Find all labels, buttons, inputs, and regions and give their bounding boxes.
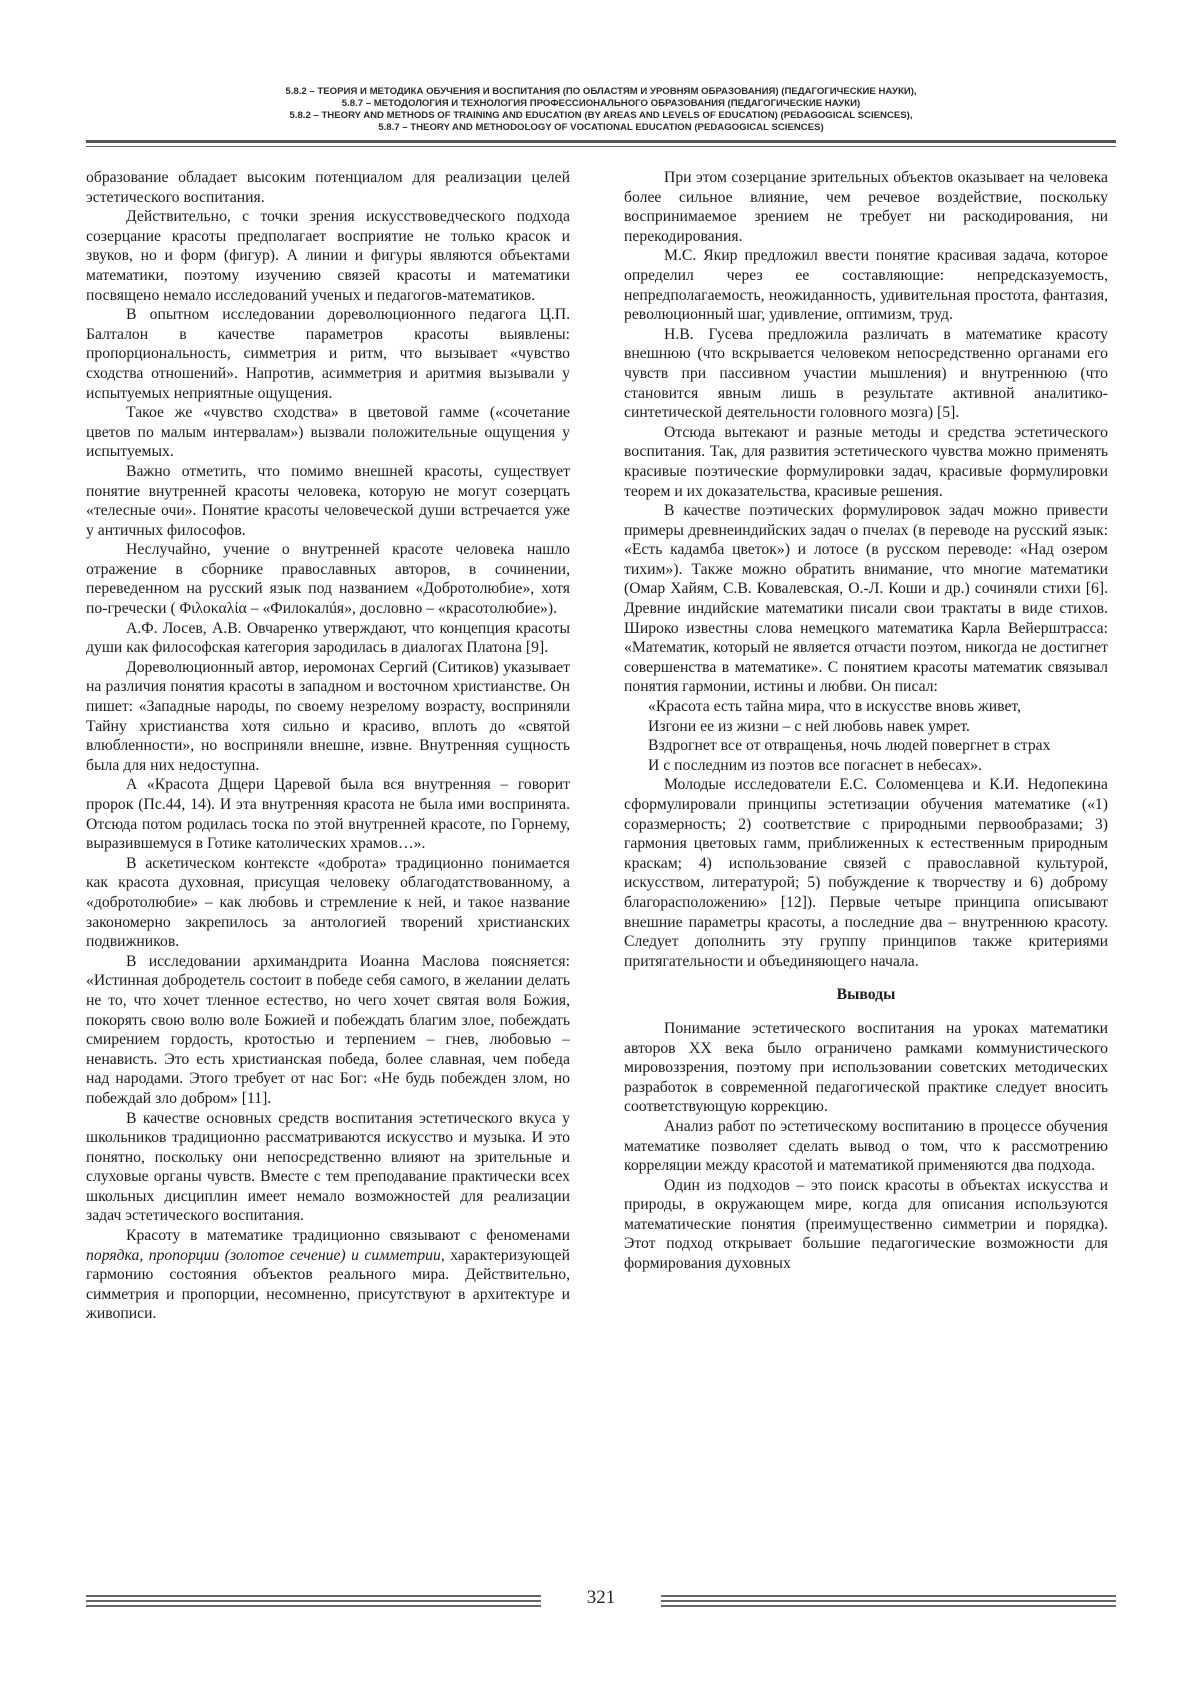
paragraph: В качестве основных средств воспитания эстетического вкуса у школьников традиционно рассматриваются искусство и музыка. И это понятно, поскольку они непосредственно влияют на зрительные и слуховые органы чувств. Вместе с тем преподавание практически всех школьных дисциплин имеет немало возможностей для реализации задач эстетического воспитания. — [86, 1109, 570, 1225]
header-line-4: 5.8.7 – THEORY AND METHODOLOGY OF VOCATIONAL EDUCATION (PEDAGOGICAL SCIENCES) — [378, 122, 824, 133]
paragraph: Отсюда вытекают и разные методы и средства эстетического воспитания. Так, для развития эстетического чувства можно применять красивые поэтические формулировки задач, красивые формулировки теорем и их доказательства, красивые решения. — [624, 423, 1108, 500]
running-header — [86, 86, 1116, 134]
paragraph: При этом созерцание зрительных объектов оказывает на человека более сильное влияние, чем речевое воздействие, поскольку воспринимаемое зрением не требует ни раскодирования, ни перекодирования. — [624, 169, 1108, 245]
verse-line: Изгони ее из жизни – с ней любовь навек умрет. — [648, 717, 970, 735]
page-footer — [86, 1587, 1116, 1617]
paragraph: Важно отметить, что помимо внешней красоты, существует понятие внутренней красоты человека, которую не могут созерцать «телесные очи». Понятие красоты человеческой души встречается уже у античных философов. — [86, 462, 570, 539]
paragraph — [86, 1226, 570, 1324]
right-column — [624, 168, 1108, 1274]
header-line-3: 5.8.2 – THEORY AND METHODS OF TRAINING AND EDUCATION (BY AREAS AND LEVELS OF EDUCATION) (PEDAGOGICAL SCIENCES), — [289, 110, 913, 121]
verse-line: «Красота есть тайна мира, что в искусстве вновь живет, — [648, 698, 1022, 716]
paragraph: образование обладает высоким потенциалом для реализации целей эстетического воспитания. — [86, 169, 570, 206]
header-rule-thin — [86, 146, 1116, 147]
paragraph: Один из подходов – это поиск красоты в объектах искусства и природы, в окружающем мире, когда для описания используются математические понятия (преимущественно симметрии и порядка). Этот подход открывает большие педагогические возможности для формирования духовных — [624, 1176, 1108, 1273]
paragraph: М.С. Якир предложил ввести понятие красивая задача, которое определил через ее составляющие: непредсказуемость, непредполагаемость, неожиданность, удивительная простота, фантазия, революционный шаг, удивление, оптимизм, труд. — [624, 247, 1108, 324]
header-line-2: 5.8.7 – МЕТОДОЛОГИЯ И ТЕХНОЛОГИЯ ПРОФЕССИОНАЛЬНОГО ОБРАЗОВАНИЯ (ПЕДАГОГИЧЕСКИЕ НАУКИ) — [341, 98, 861, 109]
paragraph: Понимание эстетического воспитания на уроках математики авторов XX века было ограничено рамками коммунистического мировоззрения, поэтому при использовании советских методических разработок в современной педагогической практике следует вносить соответствующую коррекцию. — [624, 1019, 1108, 1116]
paragraph: В качестве поэтических формулировок задач можно привести примеры древнеиндийских задач о пчелах (в переводе на русский язык: «Есть кадамба цветок») и лотосе (в русском переводе: «Над озером тихим»). Также можно обратить внимание, что многие математики (Омар Хайям, С.В. Ковалевская, О.-Л. Коши и др.) сочиняли стихи [6]. Древние индийские математики писали свои трактаты в виде стихов. Широко известны слова немецкого математика Карла Вейерштрасса: «Математик, который не является отчасти поэтом, никогда не достигнет совершенства в математике». С понятием красоты математик связывал понятия гармонии, истины и любви. Он писал: — [624, 502, 1108, 696]
paragraph: Неслучайно, учение о внутренней красоте человека нашло отражение в сборнике православных авторов, в сочинении, переведенном на русский язык под названием «Добротолюбие», хотя по-гречески ( Φιλοκαλία – «Филокалúя», дословно – «красотолюбие»). — [86, 541, 570, 618]
header-rule-thick — [86, 140, 1116, 143]
paragraph: Дореволюционный автор, иеромонах Сергий (Ситиков) указывает на различия понятия красоты в западном и восточном христианстве. Он пишет: «Западные народы, по своему незрелому возрасту, восприняли Тайну христианства хотя сильно и красиво, вплоть до «святой влюбленности», но восприняли внешне, извне. Внутренняя сущность была для них недоступна. — [86, 658, 570, 774]
paragraph: Такое же «чувство сходства» в цветовой гамме («сочетание цветов по малым интервалам») вызвали положительные ощущения у испытуемых. — [86, 404, 570, 461]
text-run: , характеризующей гармонию состояния объектов реального мира. Действительно, симметрия и пропорции, несомненно, присутствуют в архитектуре и живописи. — [86, 1246, 570, 1323]
paragraph: В исследовании архимандрита Иоанна Маслова поясняется: «Истинная добродетель состоит в победе себя самого, в желании делать не то, что хочет тленное естество, но чего хочет святая воля Божия, покорять свою волю воле Божией и побеждать благим злое, побеждать смирением гордость, кротостью и терпением – гнев, любовью – ненависть. Это есть христианская победа, более славная, чем победа над народами. Этого требует от нас Бог: «Не будь побежден злом, но побеждай зло добром» [11]. — [86, 952, 570, 1107]
left-column — [86, 168, 570, 1324]
paragraph: А.Ф. Лосев, А.В. Овчаренко утверждают, что концепция красоты души как философская категория зародилась в диалогах Платона [9]. — [86, 619, 570, 657]
text-run: Красоту в математике традиционно связывают с феноменами — [126, 1227, 570, 1245]
paragraph: Молодые исследователи Е.С. Соломенцева и К.И. Недопекина сформулировали принципы эстетизации обучения математике («1) соразмерность; 2) соответствие с природными первообразами; 3) гармония цветовых гамм, приближенных к естественным природным краскам; 4) использование связей с православной культурой, искусством, литературой; 5) побуждение к творчеству и 6) доброму благорасположению» [12]). Первые четыре принципа описывают внешние параметры красоты, а последние два – внутреннюю красоту. Следует дополнить эту группу принципов также критериями притягательности и объединяющего начала. — [624, 776, 1108, 970]
paragraph: А «Красота Дщери Царевой была вся внутренняя – говорит пророк (Пс.44, 14). И эта внутренняя красота не была ими воспринята. Отсюда потом родилась тоска по этой внутренней красоте, по Горнему, выразившемуся в Готике католических храмов…». — [86, 776, 570, 853]
paragraph: В аскетическом контексте «доброта» традиционно понимается как красота духовная, присущая человеку облагодатствованному, а «добротолюбие» – как любовь и стремление к ней, и такое название закономерно закрепилось за антологией творений христианских подвижников. — [86, 854, 570, 951]
paragraph: В опытном исследовании дореволюционного педагога Ц.П. Балталон в качестве параметров красоты выявлены: пропорциональность, симметрия и ритм, что вызывает «чувство сходства отношений». Напротив, асимметрия и аритмия вызывали у испытуемых неприятные ощущения. — [86, 306, 570, 402]
verse-line: И с последним из поэтов все погаснет в небесах». — [648, 756, 983, 774]
paragraph: Анализ работ по эстетическому воспитанию в процессе обучения математике позволяет сделать вывод о том, что к рассмотрению корреляции между красотой и математикой применяются два подхода. — [624, 1117, 1108, 1175]
footer-rule-right — [661, 1595, 1116, 1610]
italic-phrase: порядка, пропорции (золотое сечение) и симметрии — [86, 1246, 441, 1264]
paragraph: Н.В. Гусева предложила различать в математике красоту внешнюю (что вскрывается человеком непосредственно органами его чувств при пассивном участии мышления) и внутреннюю (что становится явным лишь в результате активной аналитико-синтетической деятельности головного мозга) [5]. — [624, 325, 1108, 422]
paragraph: Действительно, с точки зрения искусствоведческого подхода созерцание красоты предполагает восприятие не только красок и звуков, но и форм (фигур). А линии и фигуры являются объектами математики, поэтому изучению связей красоты и математики посвящено немало исследований ученых и педагогов-математиков. — [86, 208, 570, 304]
header-line-1: 5.8.2 – ТЕОРИЯ И МЕТОДИКА ОБУЧЕНИЯ И ВОСПИТАНИЯ (ПО ОБЛАСТЯМ И УРОВНЯМ ОБРАЗОВАНИЯ) (ПЕДАГОГИЧЕСКИЕ НАУКИ), — [285, 86, 917, 97]
verse-line: Вздрогнет все от отвращенья, ночь людей повергнет в страх — [648, 737, 1051, 755]
section-heading-conclusions: Выводы — [836, 986, 896, 1004]
page-number: 321 — [586, 1587, 616, 1608]
